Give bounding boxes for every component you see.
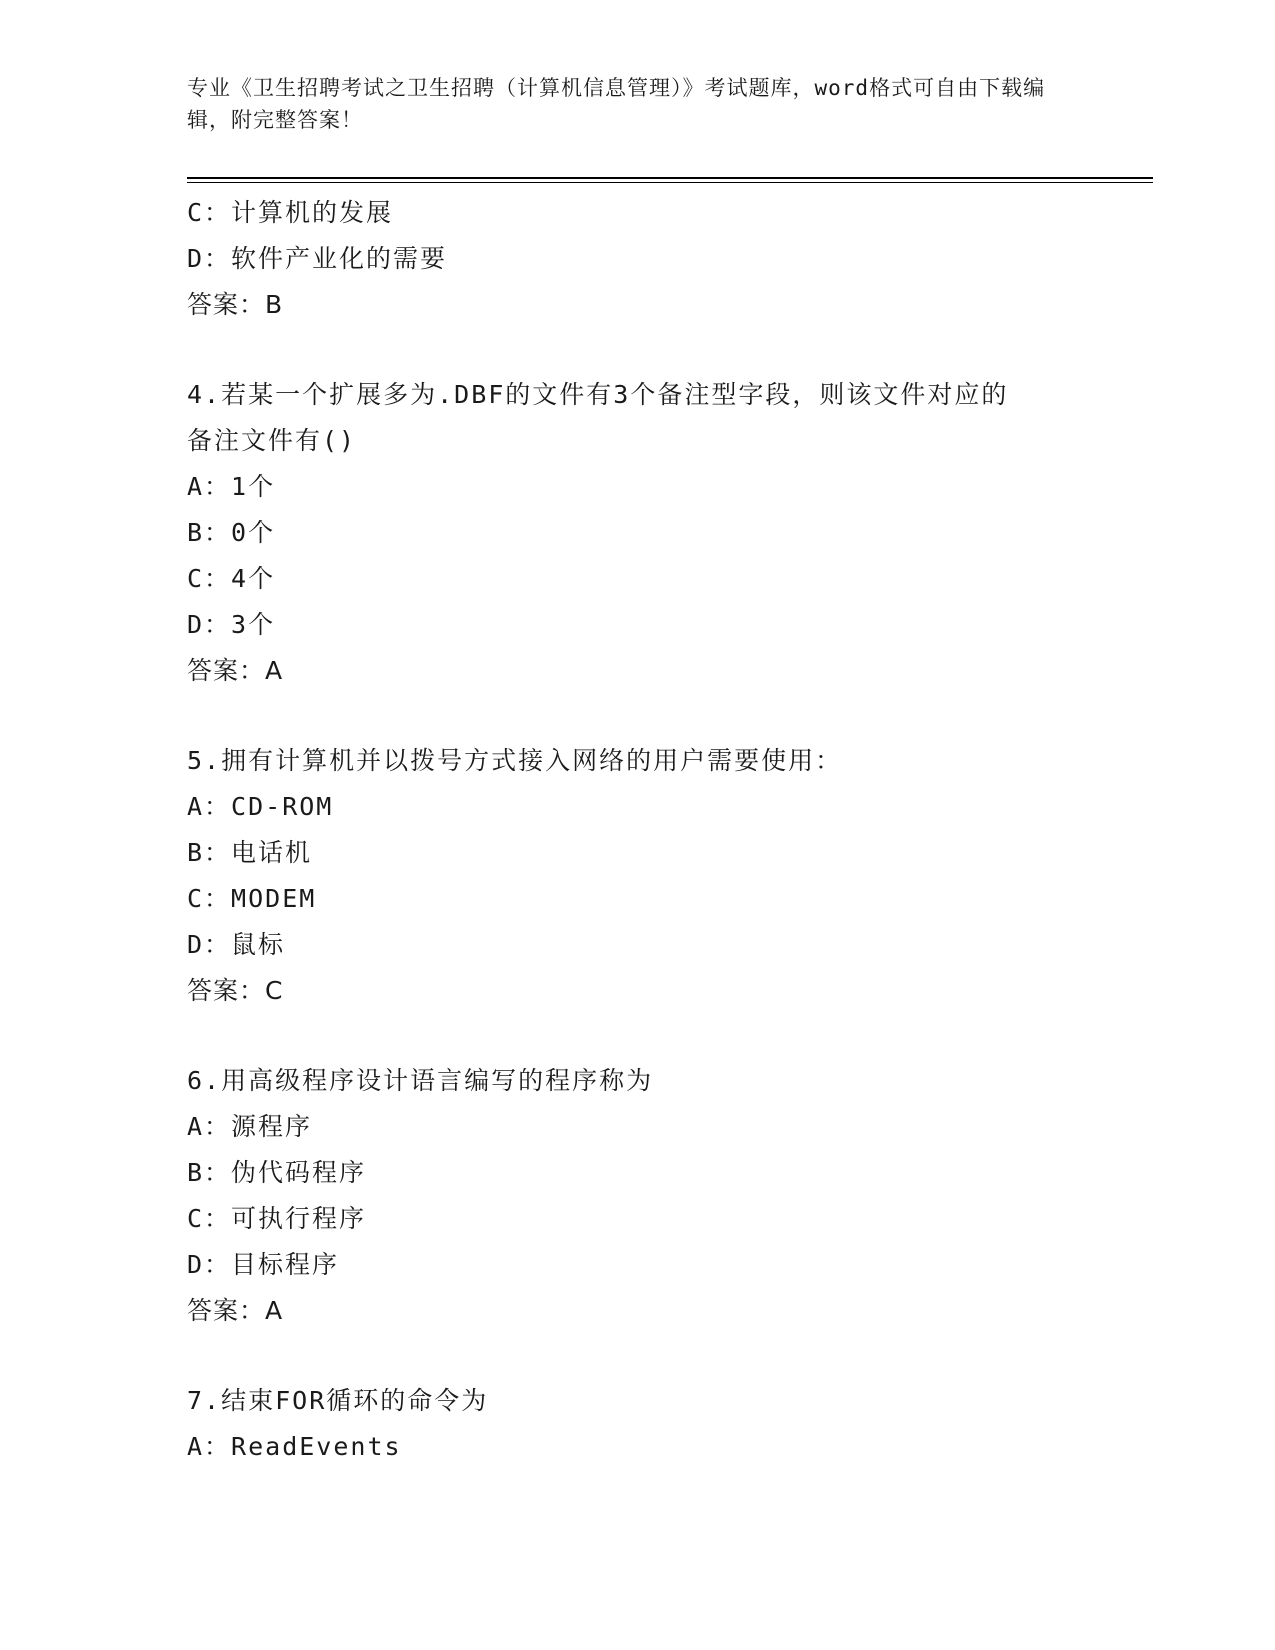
option-d: D：软件产业化的需要 [187,244,448,273]
question-stem: 6.用高级程序设计语言编写的程序称为 [187,1066,654,1095]
answer-line: 答案：A [187,1296,284,1325]
answer-line: 答案：C [187,976,284,1005]
option-d: D：目标程序 [187,1250,340,1279]
option-b: B：0个 [187,518,276,547]
question-3-continued [187,190,1087,328]
question-gap [187,1334,1087,1378]
question-stem: 4.若某一个扩展多为.DBF的文件有3个备注型字段，则该文件对应的 [187,380,1009,409]
answer-line: 答案：B [187,290,284,319]
question-5 [187,738,1087,1014]
option-d: D：3个 [187,610,276,639]
option-b: B：伪代码程序 [187,1158,367,1187]
question-stem-continued: 备注文件有() [187,426,357,455]
question-stem: 7.结束FOR循环的命令为 [187,1386,489,1415]
option-d: D：鼠标 [187,930,286,959]
question-stem: 5.拥有计算机并以拨号方式接入网络的用户需要使用： [187,746,843,775]
question-gap [187,694,1087,738]
question-6 [187,1058,1087,1334]
question-list [187,190,1087,1470]
option-c: C：4个 [187,564,276,593]
option-c: C：可执行程序 [187,1204,367,1233]
option-c: C：MODEM [187,884,317,913]
header-divider-thick [187,177,1153,179]
option-b: B：电话机 [187,838,313,867]
header-divider-thin [187,182,1153,183]
option-c: C：计算机的发展 [187,198,394,227]
option-a: A：ReadEvents [187,1432,402,1461]
option-a: A：1个 [187,472,276,501]
question-gap [187,1014,1087,1058]
option-a: A：源程序 [187,1112,313,1141]
question-7 [187,1378,1087,1470]
document-intro: 专业《卫生招聘考试之卫生招聘（计算机信息管理）》考试题库，word格式可自由下载编辑，附完整答案！ [187,76,1046,132]
answer-line: 答案：A [187,656,284,685]
question-4 [187,372,1087,694]
question-gap [187,328,1087,372]
option-a: A：CD-ROM [187,792,334,821]
